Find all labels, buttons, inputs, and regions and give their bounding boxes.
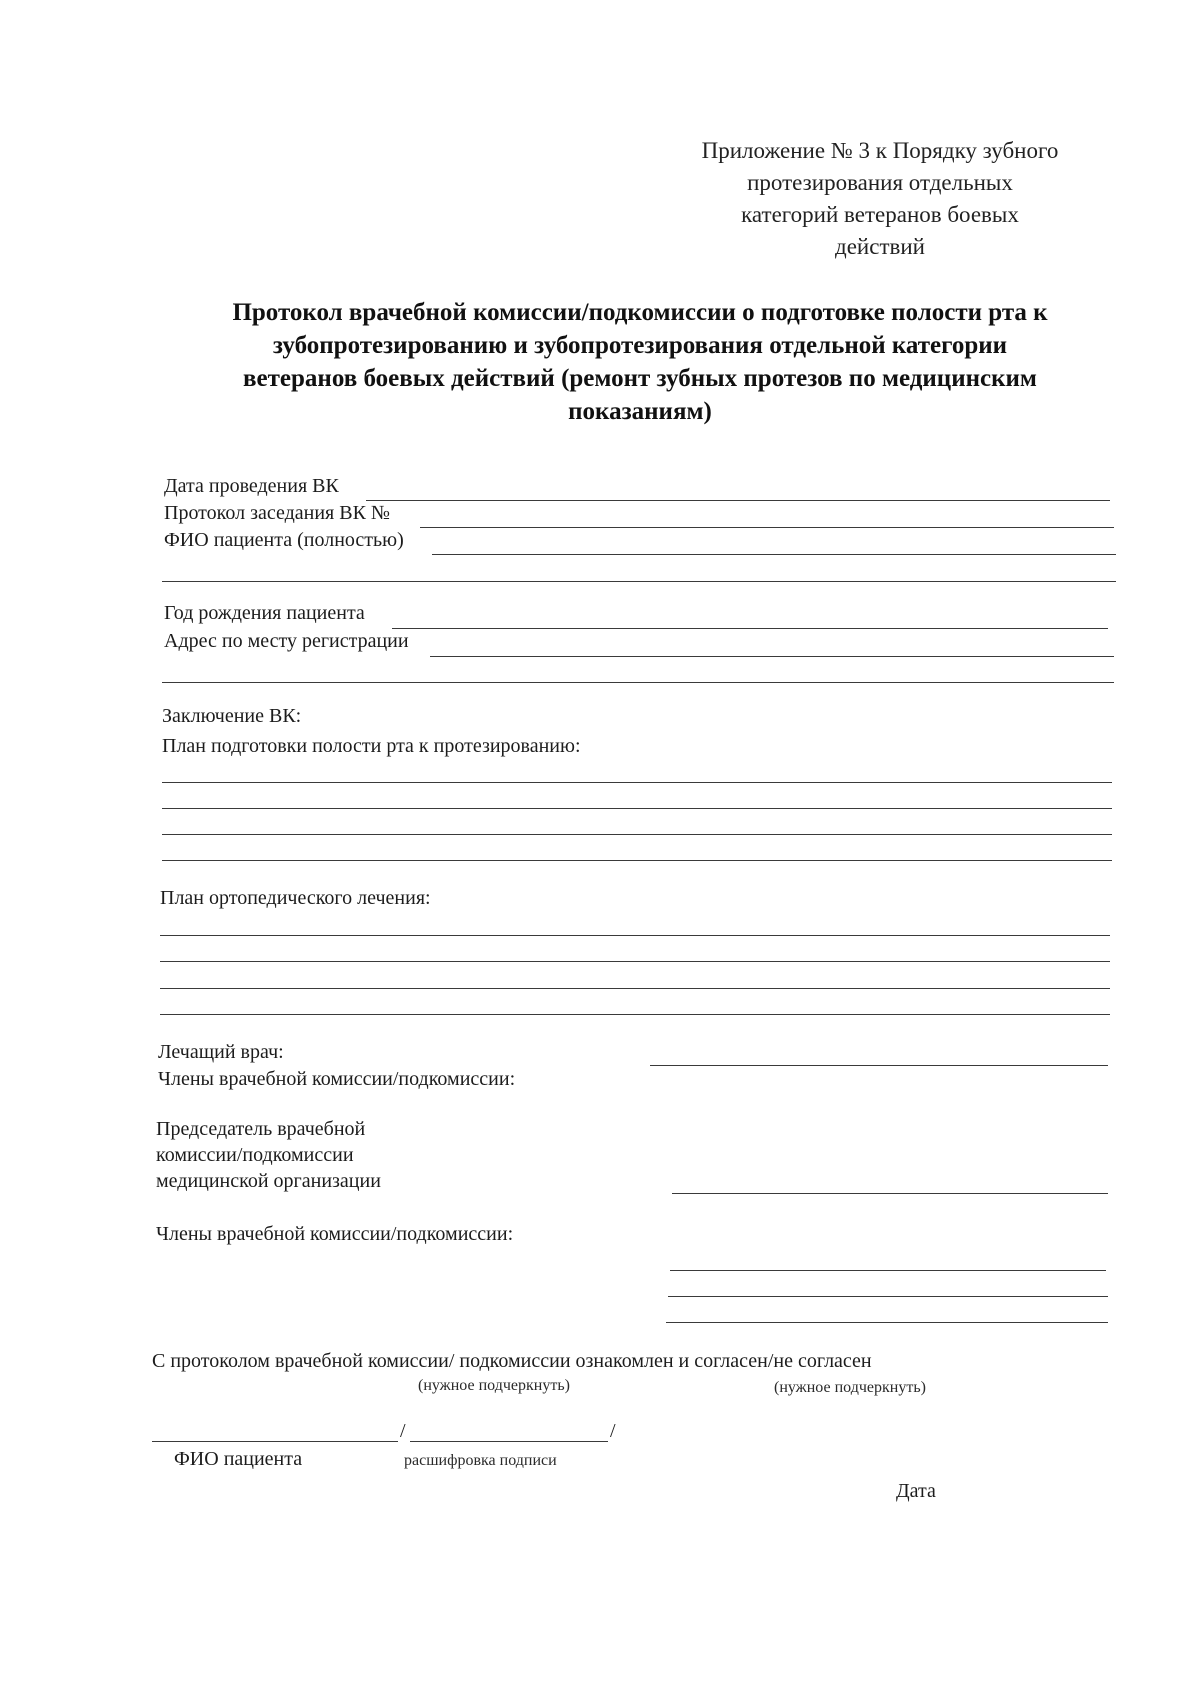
ortho-plan-line[interactable] [160,935,1110,936]
title-line: Протокол врачебной комиссии/подкомиссии о подготовке полости рта к [232,299,1048,326]
patient-signature-line[interactable] [152,1441,398,1442]
protocol-no-label: Протокол заседания ВК № [164,502,391,524]
document-title [150,296,1130,428]
patient-fio-caption: ФИО пациента [174,1448,303,1470]
title-line: ветеранов боевых действий (ремонт зубных протезов по медицинским [243,365,1037,392]
title-line: зубопротезированию и зубопротезирования отдельной категории [272,332,1008,359]
commission-members-label: Члены врачебной комиссии/подкомиссии: [158,1068,516,1090]
address-label: Адрес по месту регистрации [164,630,409,652]
prep-plan-label: План подготовки полости рта к протезированию: [162,735,581,757]
annex-line: действий [835,234,925,259]
ortho-plan-line[interactable] [160,961,1110,962]
protocol-no-line[interactable] [420,527,1114,528]
chairman-label-line-3: медицинской организации [156,1170,381,1192]
annex-header [640,135,1120,263]
prep-plan-line[interactable] [162,860,1112,861]
underline-hint: (нужное подчеркнуть) [418,1377,570,1394]
separator-slash: / [400,1420,406,1442]
prep-plan-line[interactable] [162,808,1112,809]
ortho-plan-line[interactable] [160,988,1110,989]
member-signature-line[interactable] [668,1296,1108,1297]
ortho-plan-line[interactable] [160,1014,1110,1015]
date-vk-label: Дата проведения ВК [164,475,339,497]
annex-line: протезирования отдельных [747,170,1013,195]
commission-members-label-2: Члены врачебной комиссии/подкомиссии: [156,1223,514,1245]
patient-name-line[interactable] [432,554,1116,555]
prep-plan-line[interactable] [162,834,1112,835]
annex-line: Приложение № 3 к Порядку зубного [701,138,1059,163]
conclusion-heading: Заключение ВК: [162,705,302,727]
member-signature-line[interactable] [670,1270,1106,1271]
underline-hint: (нужное подчеркнуть) [774,1379,926,1396]
annex-line: категорий ветеранов боевых [741,202,1019,227]
separator-slash: / [610,1420,616,1442]
date-label: Дата [896,1480,936,1502]
patient-name-label: ФИО пациента (полностью) [164,529,404,551]
attending-doctor-label: Лечащий врач: [158,1041,284,1063]
patient-name-line-2[interactable] [162,581,1116,582]
title-line: показаниям) [568,398,712,425]
address-line[interactable] [430,656,1114,657]
address-line-2[interactable] [162,682,1114,683]
signature-decode-caption: расшифровка подписи [404,1452,557,1469]
date-vk-line[interactable] [366,500,1110,501]
birth-year-line[interactable] [392,628,1108,629]
chairman-label-line-2: комиссии/подкомиссии [156,1144,354,1166]
chairman-signature-line[interactable] [672,1193,1108,1194]
birth-year-label: Год рождения пациента [164,602,365,624]
prep-plan-line[interactable] [162,782,1112,783]
chairman-label-line-1: Председатель врачебной [156,1118,366,1140]
ortho-plan-label: План ортопедического лечения: [160,887,431,909]
acknowledgement-text: С протоколом врачебной комиссии/ подкомиссии ознакомлен и согласен/не согласен [152,1350,872,1372]
signature-decode-line[interactable] [410,1441,608,1442]
member-signature-line[interactable] [666,1322,1108,1323]
attending-doctor-signature-line[interactable] [650,1065,1108,1066]
